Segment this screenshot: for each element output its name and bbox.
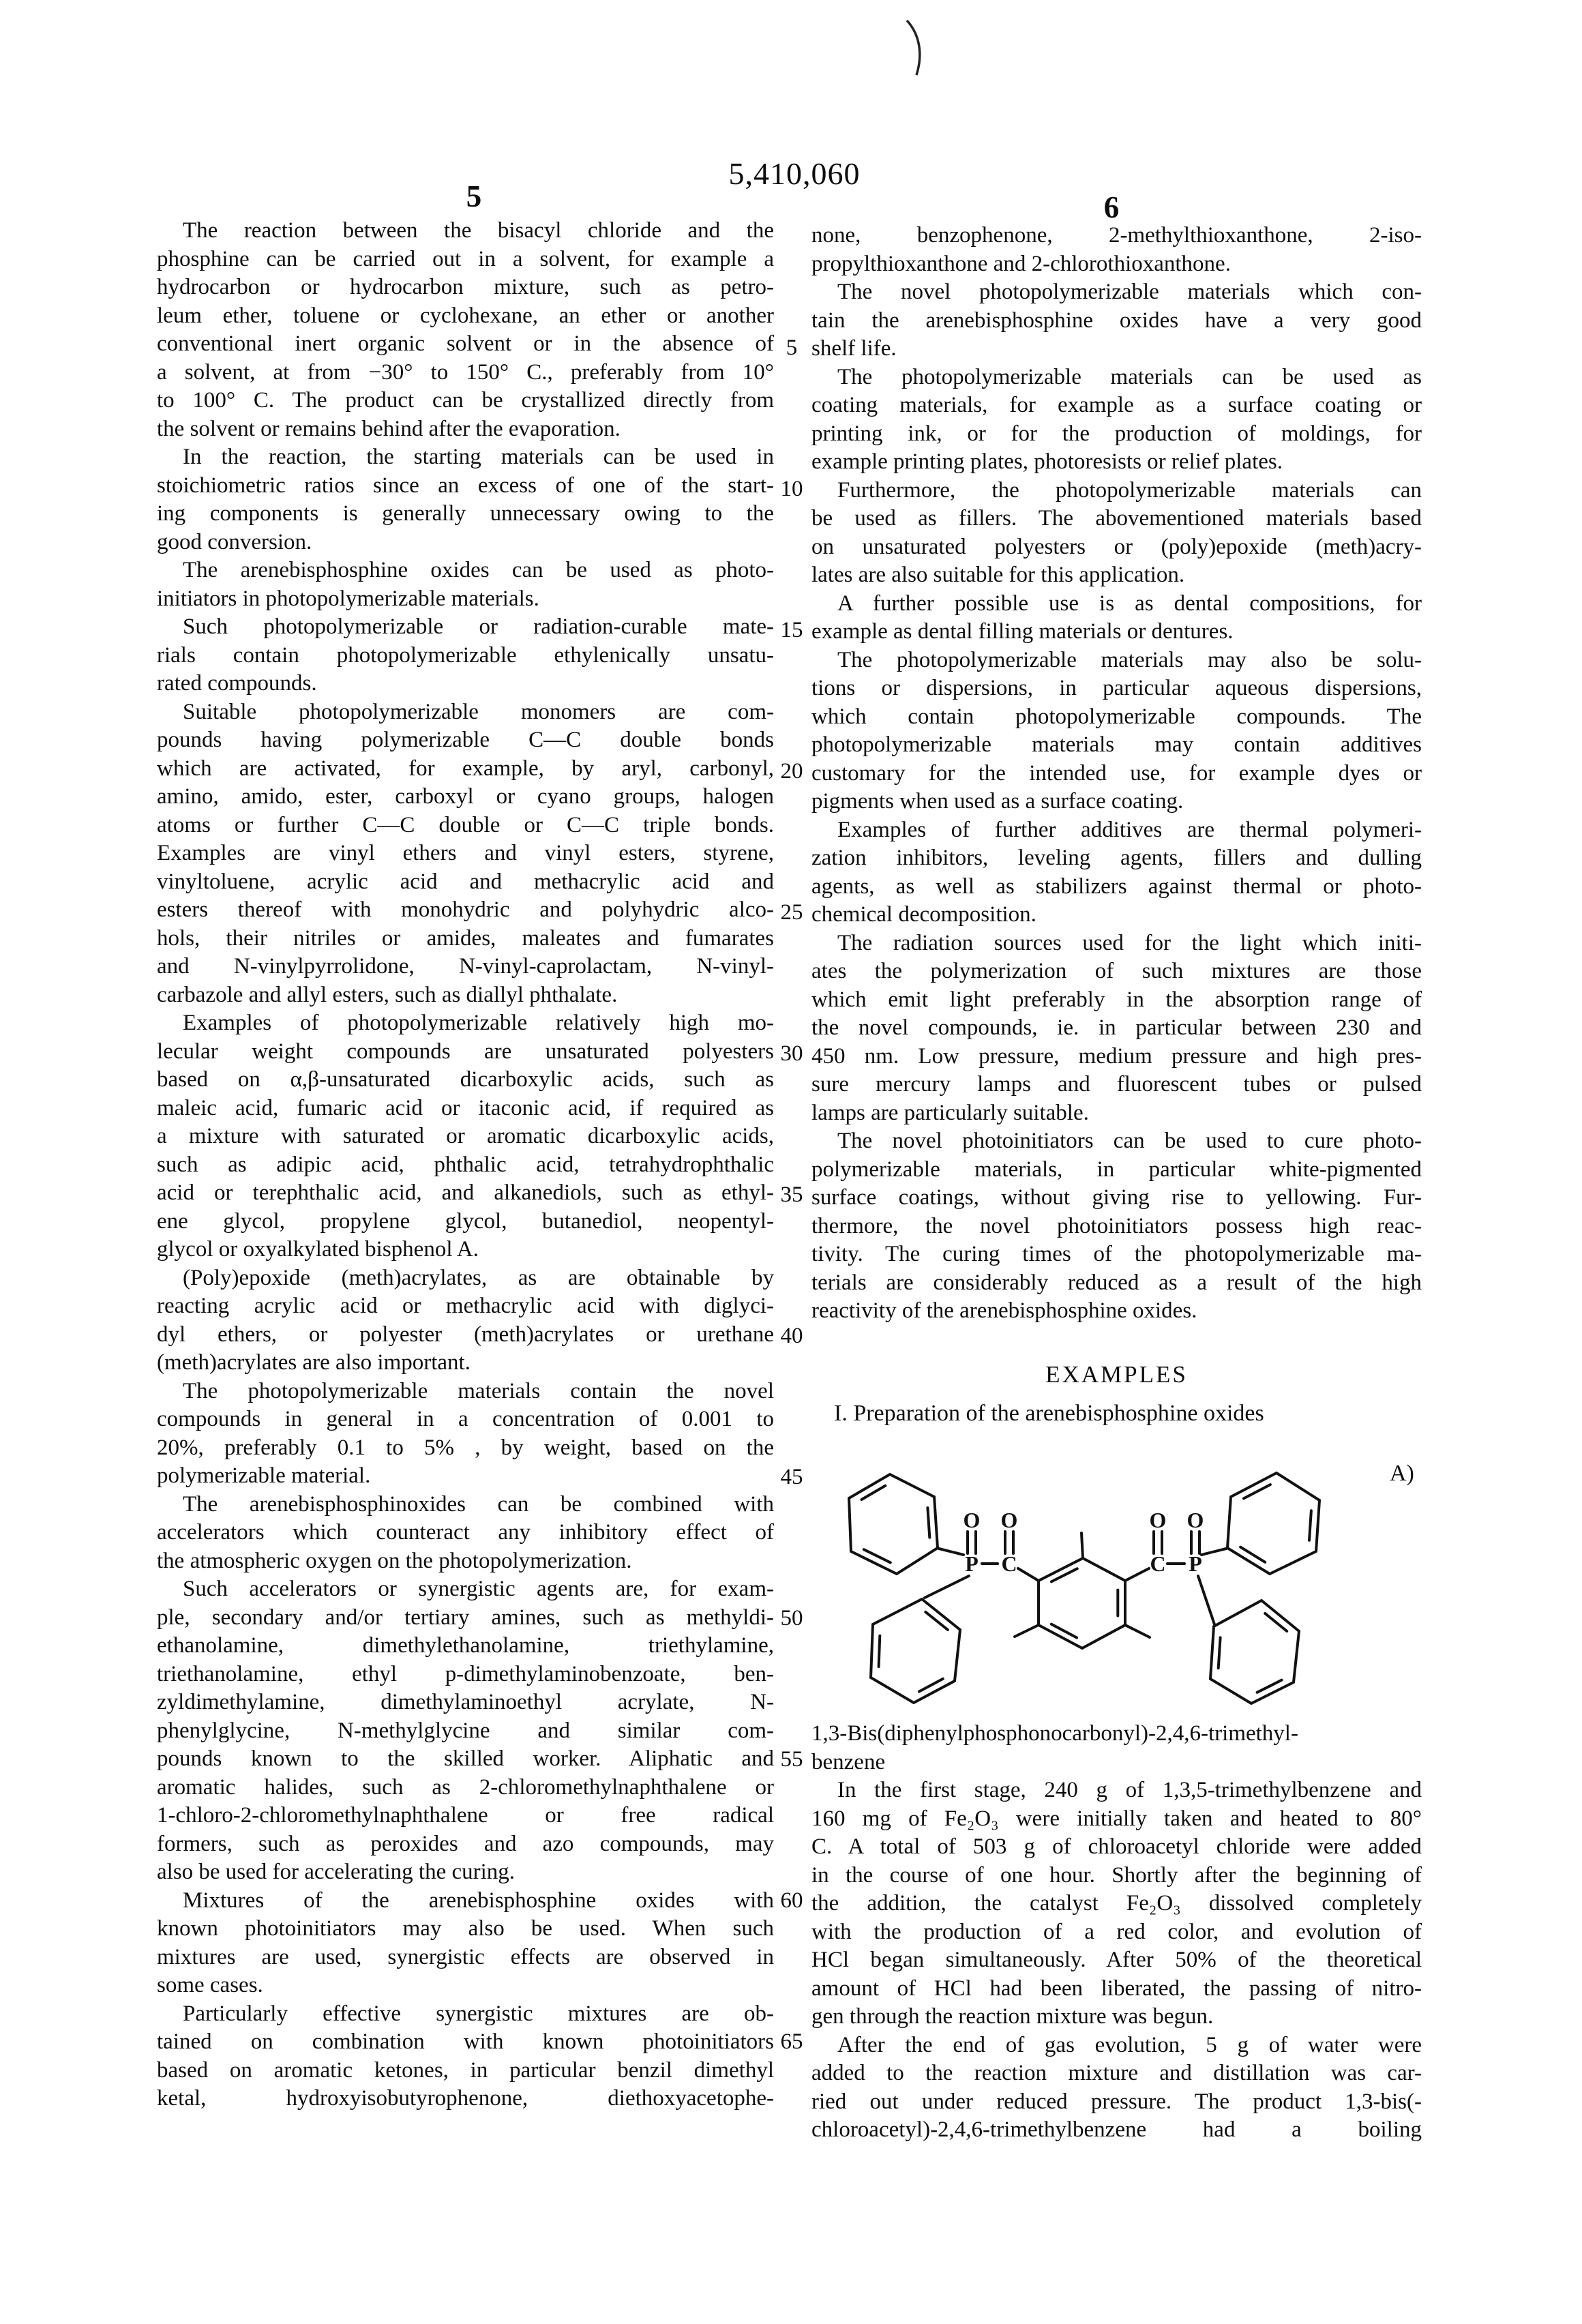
text-line: good conversion. xyxy=(157,529,312,554)
text-line: zation inhibitors, leveling agents, fillers and dulling xyxy=(811,846,1422,870)
text-line: ple, secondary and/or tertiary amines, such as methyldi- xyxy=(157,1605,774,1630)
line-number: 45 xyxy=(780,1465,803,1489)
phenyl-ring xyxy=(1227,1473,1319,1574)
text-line: chloroacetyl)-2,4,6-trimethylbenzene had a boiling xyxy=(811,2117,1422,2142)
text-line: which are activated, for example, by aryl, carbonyl, xyxy=(157,756,774,781)
text-line: none, benzophenone, 2-methylthioxanthone, 2-iso- xyxy=(811,223,1422,248)
text-line: in the course of one hour. Shortly after the beginning of xyxy=(811,1862,1422,1888)
text-line: Mixtures of the arenebisphosphine oxides with xyxy=(183,1888,774,1913)
phenyl-ring xyxy=(849,1474,938,1574)
text-line: amino, amido, ester, carboxyl or cyano groups, halogen xyxy=(157,784,774,809)
text-line: carbazole and allyl esters, such as diallyl phthalate. xyxy=(157,982,618,1007)
double-bond-inner-line xyxy=(1219,1637,1221,1668)
text-line: tained on combination with known photoinitiators xyxy=(157,2029,774,2054)
text-line: lecular weight compounds are unsaturated polyesters xyxy=(157,1039,774,1064)
atom-label-o: O xyxy=(1186,1508,1204,1532)
text-line: ethanolamine, dimethylethanolamine, triethylamine, xyxy=(157,1633,774,1658)
column-number-left: 5 xyxy=(466,179,482,213)
methyl-bond xyxy=(1125,1625,1150,1637)
text-line: (meth)acrylates are also important. xyxy=(157,1350,471,1375)
text-line: lamps are particularly suitable. xyxy=(811,1100,1089,1125)
text-line: pounds having polymerizable C—C double bonds xyxy=(157,728,774,752)
text-line: coating materials, for example as a surface coating or xyxy=(811,393,1422,417)
text-line: also be used for accelerating the curing. xyxy=(157,1860,516,1884)
text-line: Such photopolymerizable or radiation-curable mate- xyxy=(183,614,774,639)
text-line: 1-chloro-2-chloromethylnaphthalene or free radical xyxy=(157,1803,774,1828)
text-line: esters thereof with monohydric and polyhydric alco- xyxy=(157,897,774,922)
line-number: 50 xyxy=(780,1606,803,1630)
text-line: ates the polymerization of such mixtures are those xyxy=(811,959,1422,983)
text-line: a solvent, at from −30° to 150° C., preferably from 10° xyxy=(157,359,774,385)
text-line: tions or dispersions, in particular aqueous dispersions, xyxy=(811,676,1422,700)
double-bond-inner-line xyxy=(1265,1613,1287,1631)
text-line: The photopolymerizable materials contain the novel xyxy=(183,1378,774,1403)
text-line: chemical decomposition. xyxy=(811,902,1036,927)
text-line: Suitable photopolymerizable monomers are com- xyxy=(183,699,774,724)
text-line: thermore, the novel photoinitiators possess high reac- xyxy=(811,1213,1422,1238)
structure-label: A) xyxy=(1390,1461,1414,1486)
text-line: aromatic halides, such as 2-chloromethylnaphthalene or xyxy=(157,1774,774,1800)
atom-label-c: C xyxy=(1150,1551,1166,1576)
text-line: phosphine can be carried out in a solvent, for example a xyxy=(157,246,774,271)
line-number: 35 xyxy=(780,1182,803,1207)
text-line: The radiation sources used for the light which initi- xyxy=(837,930,1422,955)
text-line: a mixture with saturated or aromatic dicarboxylic acids, xyxy=(157,1124,774,1148)
text-line: terials are considerably reduced as a result of the high xyxy=(811,1270,1422,1295)
text-line: ried out under reduced pressure. The product 1,3-bis(- xyxy=(811,2089,1422,2114)
text-line: lates are also suitable for this application. xyxy=(811,563,1185,587)
text-line: the addition, the catalyst Fe₂O₃ dissolved completely xyxy=(811,1891,1422,1916)
preparation-heading: I. Preparation of the arenebisphosphine oxides xyxy=(834,1401,1264,1426)
text-line: to 100° C. The product can be crystallized directly from xyxy=(157,388,774,413)
text-line: reactivity of the arenebisphosphine oxides. xyxy=(811,1298,1197,1323)
line-number: 65 xyxy=(780,2029,803,2054)
text-line: which contain photopolymerizable compounds. The xyxy=(811,704,1422,729)
patent-number: 5,410,060 xyxy=(728,156,861,191)
text-line: photopolymerizable materials may contain additives xyxy=(811,732,1422,757)
text-line: amount of HCl had been liberated, the passing of nitro- xyxy=(811,1976,1422,2001)
text-line: pigments when used as a surface coating. xyxy=(811,789,1184,814)
text-line: on unsaturated polyesters or (poly)epoxide (meth)acry- xyxy=(811,534,1422,559)
text-line: Examples of further additives are thermal polymeri- xyxy=(837,817,1422,842)
text-line: The photopolymerizable materials may also be solu- xyxy=(837,647,1422,672)
text-line: reacting acrylic acid or methacrylic acid with diglyci- xyxy=(157,1294,774,1318)
text-line: some cases. xyxy=(157,1973,263,1997)
text-line: such as adipic acid, phthalic acid, tetrahydrophthalic xyxy=(157,1152,774,1177)
text-line: and N-vinylpyrrolidone, N-vinyl-caprolactam, N-vinyl- xyxy=(157,954,774,979)
text-line: C. A total of 503 g of chloroacetyl chloride were added xyxy=(811,1834,1422,1859)
text-line: The novel photoinitiators can be used to cure photo- xyxy=(837,1129,1422,1153)
text-line: accelerators which counteract any inhibitory effect of xyxy=(157,1520,774,1545)
line-number: 15 xyxy=(780,618,803,642)
text-line: polymerizable material. xyxy=(157,1463,371,1488)
line-number: 25 xyxy=(780,900,803,925)
text-line: added to the reaction mixture and distillation was car- xyxy=(811,2061,1422,2085)
text-line: Furthermore, the photopolymerizable materials can xyxy=(837,477,1422,503)
text-line: be used as fillers. The abovementioned materials based xyxy=(811,506,1422,531)
text-line: maleic acid, fumaric acid or itaconic acid, if required as xyxy=(157,1095,774,1120)
phenyl-ring xyxy=(1210,1600,1299,1703)
text-line: conventional inert organic solvent or in the absence of xyxy=(157,331,774,356)
text-line: Examples of photopolymerizable relatively high mo- xyxy=(183,1011,774,1035)
text-line: The reaction between the bisacyl chloride and the xyxy=(183,218,774,243)
line-number: 60 xyxy=(780,1888,803,1913)
text-line: The novel photopolymerizable materials which con- xyxy=(837,280,1422,304)
text-line: propylthioxanthone and 2-chlorothioxanthone. xyxy=(811,251,1231,276)
left-column xyxy=(157,217,774,2113)
text-line: triethanolamine, ethyl p-dimethylaminobenzoate, ben- xyxy=(157,1661,774,1686)
line-number: 5 xyxy=(786,336,798,360)
line-number: 30 xyxy=(780,1041,803,1066)
right-column-bottom xyxy=(811,1720,1422,2145)
column-number-right: 6 xyxy=(1103,190,1120,224)
text-line: customary for the intended use, for example dyes or xyxy=(811,760,1422,786)
text-line: zyldimethylamine, dimethylaminoethyl acrylate, N- xyxy=(157,1690,774,1714)
text-line: ing components is generally unnecessary owing to the xyxy=(157,501,774,526)
text-line: hols, their nitriles or amides, maleates and fumarates xyxy=(157,925,774,951)
text-line: printing ink, or for the production of moldings, for xyxy=(811,421,1422,446)
text-line: hydrocarbon or hydrocarbon mixture, such as petro- xyxy=(157,275,774,299)
atom-label-o: O xyxy=(1149,1508,1167,1532)
right-column-top xyxy=(811,222,1422,1326)
atom-label-o: O xyxy=(1000,1508,1018,1532)
methyl-bond xyxy=(1015,1625,1039,1637)
text-line: In the first stage, 240 g of 1,3,5-trimethylbenzene and xyxy=(837,1778,1422,1802)
text-line: vinyltoluene, acrylic acid and methacrylic acid and xyxy=(157,869,774,894)
text-line: agents, as well as stabilizers against thermal or photo- xyxy=(811,874,1422,899)
text-line: After the end of gas evolution, 5 g of water were xyxy=(837,2032,1422,2057)
atom-label-c: C xyxy=(1001,1551,1017,1576)
text-line: rials contain photopolymerizable ethylenically unsatu- xyxy=(157,642,774,668)
text-line: HCl began simultaneously. After 50% of the theoretical xyxy=(811,1948,1422,1972)
text-line: The photopolymerizable materials can be used as xyxy=(837,364,1422,389)
atom-label-o: O xyxy=(963,1508,981,1532)
text-line: (Poly)epoxide (meth)acrylates, as are obtainable by xyxy=(183,1265,774,1290)
double-bond-inner-line xyxy=(1240,1547,1265,1562)
text-line: A further possible use is as dental compositions, for xyxy=(837,591,1422,616)
text-line: polymerizable materials, in particular white-pigmented xyxy=(811,1157,1422,1182)
double-bond-inner-line xyxy=(1309,1510,1311,1540)
line-number: 40 xyxy=(780,1324,803,1348)
text-line: rated compounds. xyxy=(157,671,317,696)
text-line: 450 nm. Low pressure, medium pressure and high pres- xyxy=(811,1043,1422,1069)
text-line: example as dental filling materials or dentures. xyxy=(811,619,1234,644)
text-line: leum ether, toluene or cyclohexane, an ether or another xyxy=(157,303,774,328)
text-line: the novel compounds, ie. in particular between 230 and xyxy=(811,1015,1422,1040)
examples-heading: EXAMPLES xyxy=(1045,1361,1188,1388)
text-line: tivity. The curing times of the photopolymerizable ma- xyxy=(811,1242,1422,1266)
page-curl-mark xyxy=(901,18,936,79)
text-line: atoms or further C—C double or C—C triple bonds. xyxy=(157,812,774,837)
text-line: Examples are vinyl ethers and vinyl esters, styrene, xyxy=(157,841,774,865)
double-bond-inner-line xyxy=(925,1612,948,1630)
text-line: 1,3-Bis(diphenylphosphonocarbonyl)-2,4,6-trimethyl- xyxy=(811,1721,1298,1746)
text-line: based on aromatic ketones, in particular benzil dimethyl xyxy=(157,2057,774,2083)
text-line: based on α,β-unsaturated dicarboxylic acids, such as xyxy=(157,1067,774,1092)
text-line: The arenebisphosphinoxides can be combined with xyxy=(183,1491,774,1517)
double-bond-inner-line xyxy=(1051,1624,1077,1638)
text-line: the solvent or remains behind after the evaporation. xyxy=(157,416,621,441)
text-line: known photoinitiators may also be used. When such xyxy=(157,1916,774,1941)
text-line: phenylglycine, N-methylglycine and similar com- xyxy=(157,1718,774,1743)
text-line: formers, such as peroxides and azo compounds, may xyxy=(157,1831,774,1856)
text-line: glycol or oxyalkylated bisphenol A. xyxy=(157,1237,479,1262)
line-number-gutter xyxy=(768,0,816,2324)
text-line: mixtures are used, synergistic effects are observed in xyxy=(157,1944,774,1969)
text-line: ketal, hydroxyisobutyrophenone, diethoxyacetophe- xyxy=(157,2086,774,2111)
chemical-structure xyxy=(818,1452,1418,1718)
text-line: stoichiometric ratios since an excess of one of the start- xyxy=(157,473,774,498)
text-line: The arenebisphosphine oxides can be used as photo- xyxy=(183,558,774,582)
text-line: example printing plates, photoresists or relief plates. xyxy=(811,449,1283,474)
text-line: Particularly effective synergistic mixtures are ob- xyxy=(183,2001,774,2026)
text-line: which emit light preferably in the absorption range of xyxy=(811,987,1422,1012)
phenyl-ring xyxy=(871,1599,960,1703)
double-bond-inner-line xyxy=(927,1508,929,1538)
atom-label-p: P xyxy=(965,1551,979,1576)
text-line: benzene xyxy=(811,1749,886,1774)
text-line: acid or terephthalic acid, and alkanediols, such as ethyl- xyxy=(157,1180,774,1205)
atom-label-p: P xyxy=(1189,1551,1202,1576)
line-number: 20 xyxy=(780,759,803,784)
methyl-bond xyxy=(1081,1533,1083,1558)
text-line: initiators in photopolymerizable materials. xyxy=(157,586,539,611)
text-line: gen through the reaction mixture was begun. xyxy=(811,2004,1214,2029)
text-line: 20%, preferably 0.1 to 5% , by weight, based on the xyxy=(157,1435,774,1460)
double-bond-inner-line xyxy=(1051,1568,1077,1581)
benzene-ring xyxy=(1039,1558,1125,1648)
text-line: dyl ethers, or polyester (meth)acrylates or urethane xyxy=(157,1322,774,1347)
text-line: pounds known to the skilled worker. Aliphatic and xyxy=(157,1746,774,1771)
text-line: ene glycol, propylene glycol, butanediol, neopentyl- xyxy=(157,1208,774,1234)
text-line: sure mercury lamps and fluorescent tubes or pulsed xyxy=(811,1072,1422,1097)
text-line: In the reaction, the starting materials can be used in xyxy=(183,445,774,469)
text-line: 160 mg of Fe₂O₃ were initially taken and heated to 80° xyxy=(811,1806,1422,1831)
text-line: the atmospheric oxygen on the photopolymerization. xyxy=(157,1548,632,1573)
text-line: tain the arenebisphosphine oxides have a very good xyxy=(811,308,1422,333)
line-number: 10 xyxy=(780,477,803,501)
text-line: surface coatings, without giving rise to yellowing. Fur- xyxy=(811,1185,1422,1210)
text-line: Such accelerators or synergistic agents are, for exam- xyxy=(183,1577,774,1601)
double-bond-inner-line xyxy=(879,1636,880,1667)
text-line: shelf life. xyxy=(811,336,897,361)
text-line: with the production of a red color, and evolution of xyxy=(811,1919,1422,1944)
line-number: 55 xyxy=(780,1747,803,1772)
text-line: compounds in general in a concentration of 0.001 to xyxy=(157,1407,774,1431)
